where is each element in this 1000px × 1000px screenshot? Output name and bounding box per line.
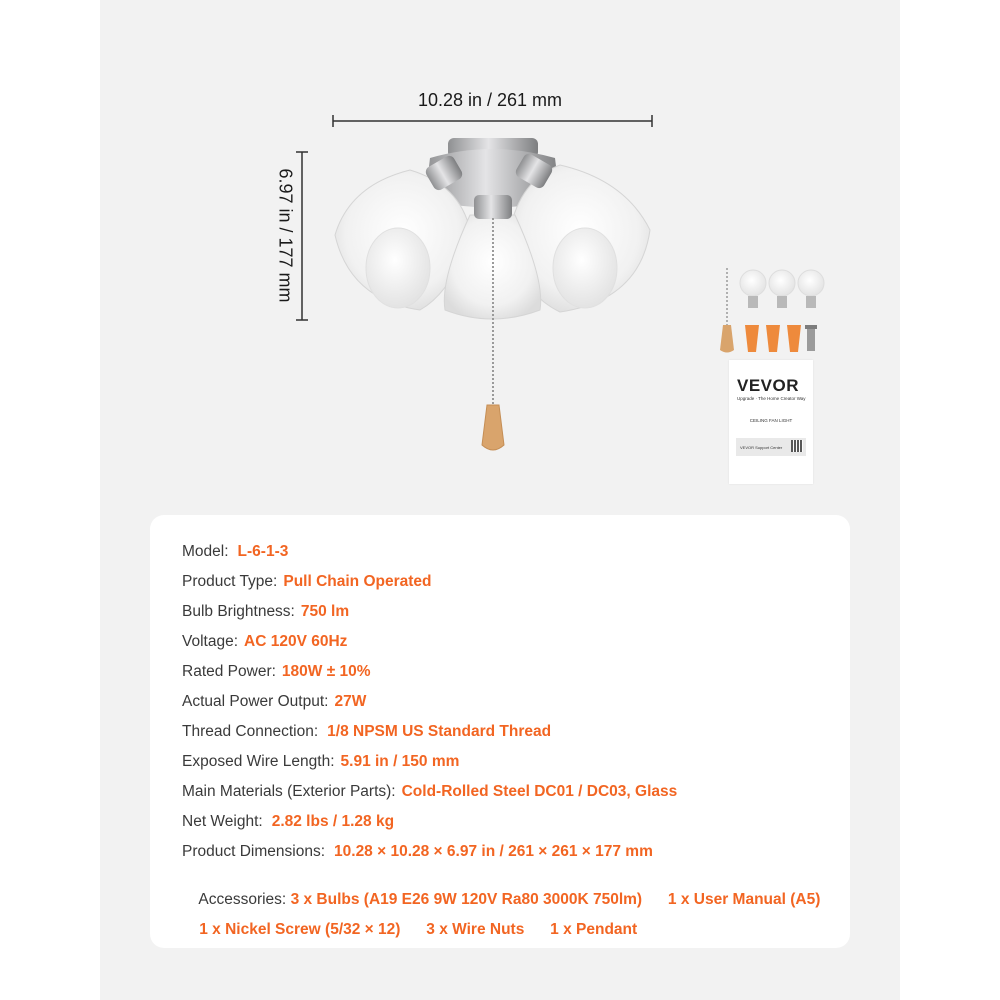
spec-row-actual-power: Actual Power Output: 27W (182, 693, 367, 710)
spec-row-rated-power: Rated Power: 180W ± 10% (182, 663, 371, 680)
manual-support-text: VEVOR Support Center (740, 445, 783, 450)
qr-code-icon (791, 440, 803, 452)
accessory-bulbs (740, 270, 824, 308)
accessory-screw (805, 325, 817, 351)
specifications-card (150, 515, 850, 948)
spec-row-net-weight: Net Weight: 2.82 lbs / 1.28 kg (182, 813, 395, 830)
width-dimension-line (333, 115, 652, 127)
spec-row-wire-length: Exposed Wire Length: 5.91 in / 150 mm (182, 753, 460, 770)
width-dimension-label: 10.28 in / 261 mm (417, 90, 563, 110)
spec-row-materials: Main Materials (Exterior Parts): Cold-Rolled Steel DC01 / DC03, Glass (182, 783, 678, 800)
spec-row-thread-connection: Thread Connection: 1/8 NPSM US Standard Thread (182, 723, 552, 740)
manual-tagline: Upgrade · The Home Creator Way (737, 396, 806, 401)
user-manual (729, 360, 813, 484)
spec-row-voltage: Voltage: AC 120V 60Hz (182, 633, 348, 650)
manual-brand: VEVOR (737, 376, 800, 395)
manual-product-name: CEILING FAN LIGHT (749, 418, 793, 423)
height-dimension-line (296, 152, 308, 320)
spec-row-accessories: Accessories: 3 x Bulbs (A19 E26 9W 120V Ra80 3000K 750lm) 1 x User Manual (A5) (198, 891, 821, 908)
accessory-wire-nuts (745, 325, 801, 352)
spec-row-dimensions: Product Dimensions: 10.28 × 10.28 × 6.97 in / 261 × 261 × 177 mm (182, 843, 653, 860)
spec-row-product-type: Product Type: Pull Chain Operated (182, 573, 432, 590)
spec-row-accessories-continued: 1 x Nickel Screw (5/32 × 12) 3 x Wire Nuts 1 x Pendant (199, 921, 638, 938)
height-dimension-label: 6.97 in / 177 mm (275, 168, 296, 303)
spec-row-bulb-brightness: Bulb Brightness: 750 lm (182, 603, 350, 620)
spec-row-model: Model: L-6-1-3 (182, 543, 289, 560)
accessory-pendant (720, 268, 734, 353)
